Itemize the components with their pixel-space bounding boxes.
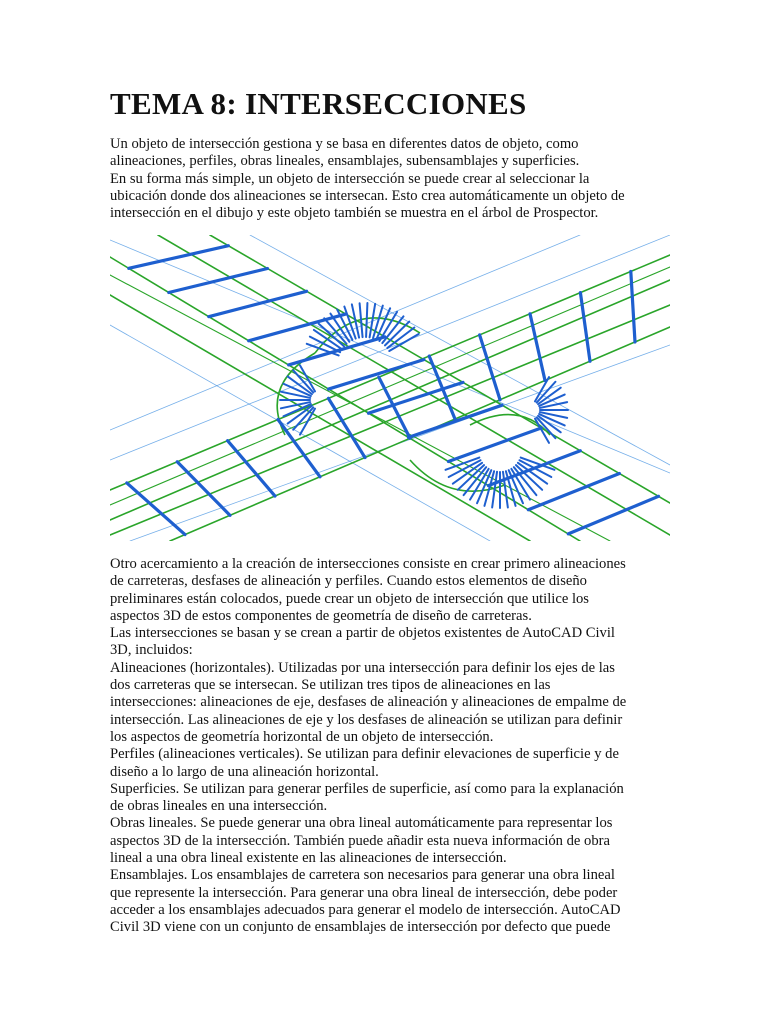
body-line: de carreteras, desfases de alineación y perfiles. Cuando estos elementos de diseño: [110, 573, 587, 590]
cross-section-bar: [129, 246, 229, 269]
body-line: aspectos 3D de la intersección. También puede añadir esta nueva información de obra: [110, 832, 610, 849]
body-line: Otro acercamiento a la creación de intersecciones consiste en crear primero alineaciones: [110, 556, 626, 572]
body-line: dos carreteras que se intersecan. Se utilizan tres tipos de alineaciones en las: [110, 677, 551, 694]
cross-section-bar: [278, 420, 320, 477]
body-line: Civil 3D viene con un conjunto de ensamblajes de intersección por defecto que puede: [110, 919, 611, 936]
page-title: TEMA 8: INTERSECCIONES: [110, 86, 527, 121]
body-line: de obras lineales en una intersección.: [110, 798, 328, 815]
grading-line: [110, 240, 670, 473]
grading-line: [110, 235, 580, 430]
road-edge-line: [158, 235, 670, 535]
intro-line: Un objeto de intersección gestiona y se basa en diferentes datos de objeto, como: [110, 136, 579, 152]
body-line: preliminares están colocados, puede crear un objeto de intersección que utilice los: [110, 590, 589, 607]
body-line: Ensamblajes. Los ensamblajes de carretera son necesarios para generar una obra lineal: [110, 867, 615, 884]
body-line: que represente la intersección. Para generar una obra lineal de intersección, debe poder: [110, 884, 618, 901]
road-edge-line: [110, 267, 670, 505]
body-line: 3D, incluidos:: [110, 642, 193, 659]
body-line: intersecciones: alineaciones de eje, desfases de alineación y alineaciones de empalme de: [110, 694, 627, 711]
intro-line: ubicación donde dos alineaciones se intersecan. Esto crea automáticamente un objeto de: [110, 187, 625, 204]
intersection-3d-model-image: [110, 235, 670, 541]
intro-line: intersección en el dibujo y este objeto también se muestra en el árbol de Prospector.: [110, 205, 599, 222]
body-line: lineal a una obra lineal existente en las alineaciones de intersección.: [110, 850, 507, 867]
intro-paragraph: [110, 136, 670, 222]
body-line: Alineaciones (horizontales). Utilizadas por una intersección para definir los ejes de las: [110, 659, 615, 676]
cross-section-bar: [228, 441, 275, 496]
body-text: [110, 556, 670, 937]
intersection-figure: [110, 235, 670, 541]
body-line: acceder a los ensamblajes adecuados para generar el modelo de intersección. AutoCAD: [110, 901, 621, 918]
body-line: aspectos 3D de estos componentes de geometría de diseño de carreteras.: [110, 607, 532, 624]
intro-line: En su forma más simple, un objeto de intersección se puede crear al seleccionar la: [110, 170, 590, 187]
body-line: Perfiles (alineaciones verticales). Se utilizan para definir elevaciones de superficie y de: [110, 746, 619, 763]
body-line: los aspectos de geometría horizontal de un objeto de intersección.: [110, 728, 494, 745]
cross-section-bar: [480, 335, 500, 400]
body-line: diseño a lo largo de una alineación horizontal.: [110, 763, 379, 780]
road-edge-line: [210, 235, 670, 503]
cross-section-bar: [169, 269, 268, 293]
intro-line: alineaciones, perfiles, obras lineales, ensamblajes, subensamblajes y superficies.: [110, 153, 580, 170]
body-line: Superficies. Se utilizan para generar perfiles de superficie, así como para la explanación: [110, 780, 624, 797]
body-line: intersección. Las alineaciones de eje y los desfases de alineación se utilizan para definir: [110, 711, 623, 728]
curb-fan-section: [366, 303, 367, 337]
body-line: Obras lineales. Se puede generar una obra lineal automáticamente para representar los: [110, 815, 613, 832]
grading-line: [250, 235, 670, 465]
body-line: Las intersecciones se basan y se crean a partir de objetos existentes de AutoCAD Civil: [110, 625, 615, 642]
cross-section-bar: [329, 360, 424, 389]
